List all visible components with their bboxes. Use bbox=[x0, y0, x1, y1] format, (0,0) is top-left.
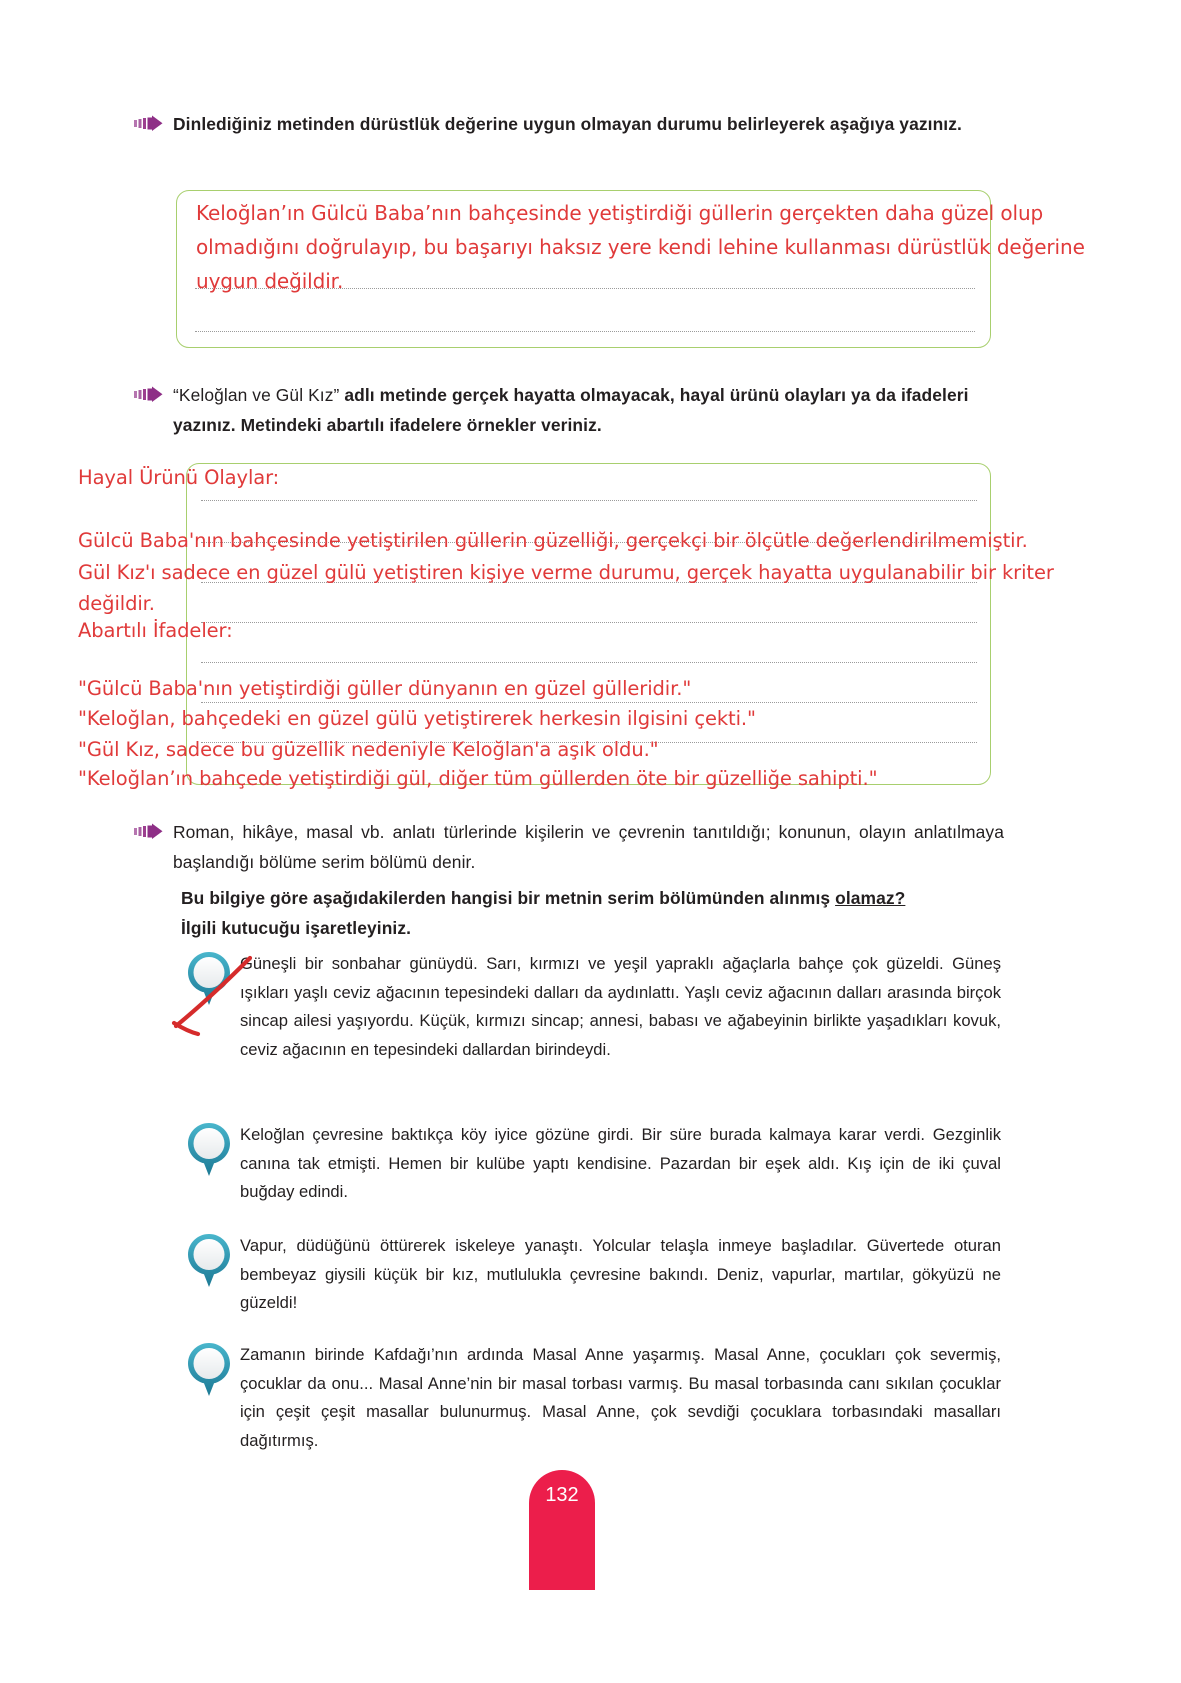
answer-2-line-5: Abartılı İfadeler: bbox=[78, 619, 233, 642]
option-b-text: Keloğlan çevresine baktıkça köy iyice gözüne girdi. Bir süre burada kalmaya karar verdi. Gezginlik canına tak etmişti. Hemen bir kulübe yaptı kendisine. Pazardan bir eşek aldı. Kış için de iki çuval buğday edindi. bbox=[240, 1125, 1001, 1202]
question-3-row bbox=[134, 818, 1004, 878]
rule-line bbox=[201, 500, 977, 501]
answer-2-line-2: Gülcü Baba'nın bahçesinde yetiştirilen güllerin güzelliği, gerçekçi bir ölçütle değerlendirilmemiştir. bbox=[78, 529, 1028, 552]
question-2-prompt-part2: ifadeleri yazınız. Metindeki abartılı ifadelere örnekler veriniz. bbox=[173, 385, 969, 435]
answer-2-line-8: "Gül Kız, sadece bu güzellik nedeniyle Keloğlan'a aşık oldu." bbox=[78, 738, 659, 761]
option-c[interactable] bbox=[186, 1232, 1001, 1318]
option-d-text: Zamanın birinde Kafdağı’nın ardında Masal Anne yaşarmış. Masal Anne, çocukları çok severmiş, çocuklar da onu... Masal Anne’nin bir masal torbası varmış. Bu masal torbasında canı sıkılan çocuklar için çeşit çeşit masallar bulunurmuş. Masal Anne, çok sevdiği çocuklara torbasındaki masalları dağıtırmış. bbox=[240, 1345, 1001, 1450]
answer-2-line-4: değildir. bbox=[78, 592, 155, 615]
answer-2-line-3: Gül Kız'ı sadece en güzel gülü yetiştiren kişiye verme durumu, gerçek hayatta uygulanabilir bir kriter bbox=[78, 561, 1054, 584]
page-number-tab bbox=[529, 1470, 595, 1590]
question-2-prompt-part1: adlı metinde gerçek hayatta olmayacak, hayal ürünü olayları ya da bbox=[339, 385, 896, 405]
question-2-title-quoted: “Keloğlan ve Gül Kız” bbox=[173, 385, 340, 405]
option-a-text: Güneşli bir sonbahar günüydü. Sarı, kırmızı ve yeşil yapraklı ağaçlarla bahçe çok güzeldi. Güneş ışıkları yaşlı ceviz ağacının tepesindeki dalları da aydınlattı. Yaşlı ceviz ağacının dalları arasında birçok sincap ailesi yaşıyordu. Küçük, kırmızı sincap; annesi, babası ve ağabeyinin birlikte yaşadıkları kovuk, ceviz ağacının en tepesindeki dallardan birindeydi. bbox=[240, 954, 1001, 1059]
rule-line bbox=[201, 662, 977, 663]
answer-box-2[interactable] bbox=[186, 463, 991, 785]
location-pin-icon[interactable] bbox=[186, 1232, 232, 1290]
question-2-prompt bbox=[173, 381, 1004, 441]
rule-line bbox=[201, 622, 977, 623]
arrow-bullet-icon bbox=[134, 115, 164, 135]
option-b[interactable] bbox=[186, 1121, 1001, 1207]
page-number: 132 bbox=[545, 1484, 579, 1506]
location-pin-icon[interactable] bbox=[186, 1341, 232, 1399]
answer-2-line-7: "Keloğlan, bahçedeki en güzel gülü yetiştirerek herkesin ilgisini çekti." bbox=[78, 707, 756, 730]
answer-1-line-1: Keloğlan’ın Gülcü Baba’nın bahçesinde yetiştirdiği güllerin gerçekten daha güzel olup bbox=[196, 201, 1044, 225]
option-a[interactable] bbox=[186, 950, 1001, 1064]
answer-1-line-3: uygun değildir. bbox=[196, 269, 344, 293]
instruction-text-before: Bu bilgiye göre aşağıdakilerden hangisi bir metnin serim bölümünden alınmış bbox=[181, 888, 836, 908]
instruction-line-1 bbox=[181, 884, 1001, 914]
instruction-line-2: İlgili kutucuğu işaretleyiniz. bbox=[181, 917, 412, 938]
option-d[interactable] bbox=[186, 1341, 1001, 1455]
question-2-row bbox=[134, 381, 1004, 441]
arrow-bullet-icon bbox=[134, 386, 164, 406]
question-3-info: Roman, hikâye, masal vb. anlatı türlerinde kişilerin ve çevrenin tanıtıldığı; konunun, olayın anlatılmaya başlandığı bölüme serim bölümü denir. bbox=[173, 822, 1004, 872]
answer-2-line-1: Hayal Ürünü Olaylar: bbox=[78, 466, 280, 489]
rule-line bbox=[195, 331, 975, 332]
answer-2-line-9: "Keloğlan’ın bahçede yetiştirdiği gül, diğer tüm güllerden öte bir güzelliğe sahipti." bbox=[78, 767, 878, 790]
option-c-text: Vapur, düdüğünü öttürerek iskeleye yanaştı. Yolcular telaşla inmeye başladılar. Güvertede oturan bembeyaz giysili küçük bir kız, mutlulukla çevresine bakındı. Deniz, vapurlar, martılar, gökyüzü ne güzeldi! bbox=[240, 1236, 1001, 1313]
location-pin-icon[interactable] bbox=[186, 950, 232, 1008]
answer-2-line-6: "Gülcü Baba'nın yetiştirdiği güller dünyanın en güzel gülleridir." bbox=[78, 677, 692, 700]
question-3-instruction bbox=[181, 884, 1001, 944]
question-1-row bbox=[134, 110, 994, 140]
arrow-bullet-icon bbox=[134, 823, 164, 843]
question-1-prompt: Dinlediğiniz metinden dürüstlük değerine uygun olmayan durumu belirleyerek aşağıya yazınız. bbox=[173, 114, 962, 134]
instruction-text-olamaz: olamaz? bbox=[835, 888, 906, 908]
rule-line bbox=[201, 702, 977, 703]
answer-1-line-2: olmadığını doğrulayıp, bu başarıyı haksız yere kendi lehine kullanması dürüstlük değerine bbox=[196, 235, 1085, 259]
location-pin-icon[interactable] bbox=[186, 1121, 232, 1179]
